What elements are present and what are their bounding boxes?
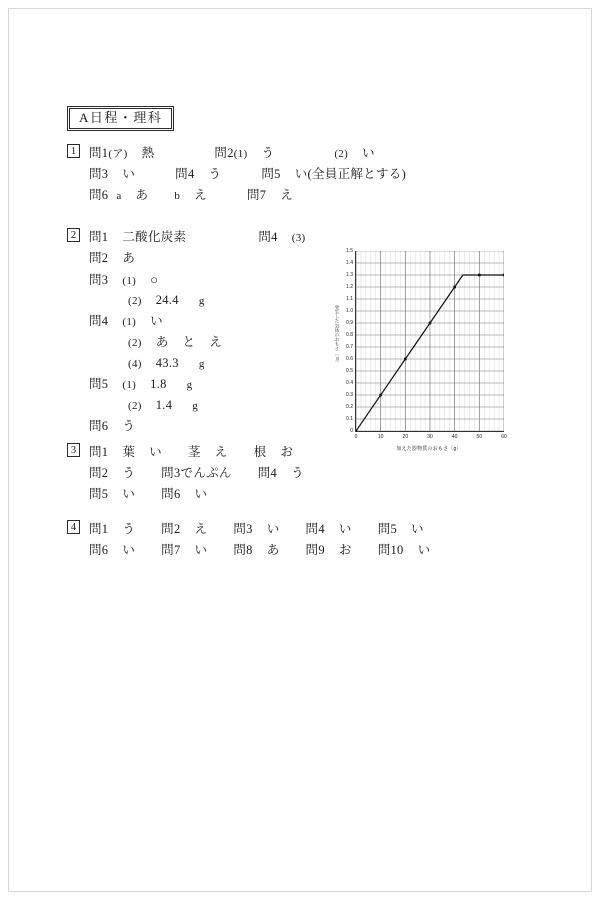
question-label: 問5 bbox=[261, 167, 281, 181]
answer-value: 43.3 bbox=[155, 356, 179, 370]
question-label: 問4 bbox=[258, 230, 278, 244]
chart-x-tick-label: 30 bbox=[427, 434, 433, 440]
page-title: A日程・理科 bbox=[79, 110, 163, 125]
sub-question-label: (2) bbox=[128, 295, 142, 307]
answer-value: え bbox=[280, 188, 294, 202]
chart-y-axis-title: 発生した気体のおもさ〔g〕 bbox=[335, 305, 340, 366]
header-title-box-inner bbox=[69, 108, 172, 129]
section-body bbox=[89, 143, 406, 206]
sub-question-label: (ア) bbox=[108, 148, 128, 160]
answer-value: い bbox=[417, 543, 431, 557]
question-label: 問3 bbox=[89, 167, 109, 181]
sub-question-label: (1) bbox=[122, 379, 137, 391]
answer-value: え bbox=[194, 188, 207, 202]
answer-value: 二酸化炭素 bbox=[122, 230, 187, 244]
answer-conjunction: と bbox=[182, 335, 196, 349]
answer-section-4 bbox=[67, 519, 430, 561]
answer-value: う bbox=[122, 419, 136, 433]
chart-y-tick-label: 0.5 bbox=[346, 368, 353, 374]
answer-line bbox=[89, 164, 406, 185]
section-number-badge: 2 bbox=[67, 228, 80, 242]
answer-value: い bbox=[266, 522, 280, 536]
question-label: 問5 bbox=[377, 522, 398, 536]
question-label: 問4 bbox=[89, 314, 109, 328]
answer-value: 1.8 bbox=[150, 377, 167, 391]
question-label: 問5 bbox=[89, 487, 109, 501]
answer-line bbox=[89, 442, 304, 463]
header-title-box bbox=[67, 106, 174, 131]
sub-question-label: (1) bbox=[122, 275, 137, 287]
answer-value: い bbox=[194, 487, 208, 501]
chart-y-tick-label: 0.8 bbox=[346, 332, 353, 338]
question-label: 問6 bbox=[161, 487, 181, 501]
answer-value: 24.4 bbox=[155, 293, 179, 307]
question-label: 問1 bbox=[89, 146, 109, 160]
section-number-badge: 1 bbox=[67, 144, 80, 158]
answer-value: い bbox=[194, 543, 208, 557]
answer-value: う bbox=[261, 146, 275, 160]
question-label: 問6 bbox=[89, 543, 109, 557]
question-label: 問2 bbox=[89, 466, 109, 480]
question-label: 問2 bbox=[161, 522, 181, 536]
answer-value: い bbox=[362, 146, 375, 160]
chart-x-axis-title: 加えた器物質のおもさ〔g〕 bbox=[396, 446, 462, 452]
answer-line bbox=[89, 248, 305, 269]
chart-x-tick-label: 40 bbox=[451, 434, 458, 440]
answer-value: え bbox=[194, 522, 208, 536]
answer-value: あ bbox=[155, 335, 169, 349]
answer-line bbox=[89, 185, 406, 206]
section-number-badge: 4 bbox=[67, 520, 80, 534]
answer-value: い bbox=[411, 522, 424, 536]
chart-y-tick-label: 0.9 bbox=[346, 320, 353, 326]
chart-y-tick-label: 1.0 bbox=[346, 308, 353, 314]
chart-x-tick-label: 10 bbox=[377, 434, 384, 440]
answer-line bbox=[89, 143, 406, 164]
question-label: 問3 bbox=[233, 522, 253, 536]
question-label: 問1 bbox=[89, 445, 109, 459]
page-sheet bbox=[8, 8, 592, 892]
section-number-badge: 3 bbox=[67, 443, 80, 457]
question-label: 問4 bbox=[175, 167, 195, 181]
chart-y-tick-label: 0.3 bbox=[346, 392, 353, 398]
sub-question-label: (4) bbox=[128, 358, 142, 370]
question-label: 問4 bbox=[305, 522, 325, 536]
sub-question-label: (2) bbox=[334, 148, 349, 160]
sub-question-label: (2) bbox=[128, 337, 142, 349]
answer-subject: 茎 bbox=[187, 445, 201, 459]
answer-value: え bbox=[209, 335, 223, 349]
answer-line bbox=[89, 395, 305, 416]
answer-value: い bbox=[122, 487, 136, 501]
question-label: 問10 bbox=[377, 543, 404, 557]
answer-line bbox=[89, 227, 305, 248]
answer-value: い bbox=[150, 314, 163, 328]
chart-y-tick-label: 1.5 bbox=[346, 248, 353, 254]
sub-question-label: (2) bbox=[128, 400, 142, 412]
answer-unit: g bbox=[198, 358, 205, 370]
answer-line bbox=[89, 332, 305, 353]
answer-line bbox=[89, 311, 305, 332]
question-label: 問8 bbox=[233, 543, 253, 557]
question-label: 問2 bbox=[89, 251, 109, 265]
answer-section-1 bbox=[67, 143, 406, 206]
question-label: 問9 bbox=[305, 543, 325, 557]
chart-grid-and-series bbox=[356, 251, 504, 431]
question-label: 問1 bbox=[89, 522, 109, 536]
answer-value: う bbox=[291, 466, 304, 480]
chart-y-tick-label: 0.6 bbox=[346, 356, 353, 362]
chart-x-tick-label: 50 bbox=[476, 434, 483, 440]
chart-y-tick-label: 0.7 bbox=[346, 344, 353, 350]
answer-value: お bbox=[338, 543, 352, 557]
answer-section-3 bbox=[67, 442, 304, 505]
answer-value: う bbox=[122, 466, 136, 480]
question-label: 問6 bbox=[89, 188, 109, 202]
chart-y-tick-label: 1.1 bbox=[346, 296, 353, 302]
answer-value: あ bbox=[135, 188, 149, 202]
question-label: 問3 bbox=[161, 466, 181, 480]
answer-value: あ bbox=[266, 543, 280, 557]
answer-subject: 根 bbox=[253, 445, 267, 459]
answer-value: え bbox=[214, 445, 228, 459]
answer-value: い bbox=[122, 543, 136, 557]
answer-value: い bbox=[122, 167, 136, 181]
question-label: 問3 bbox=[89, 273, 109, 287]
sub-item-label: b bbox=[174, 190, 181, 202]
sub-question-label: (1) bbox=[233, 148, 248, 160]
question-label: 問4 bbox=[257, 466, 278, 480]
answer-value: い bbox=[294, 167, 308, 181]
answer-value: でんぷん bbox=[180, 466, 232, 480]
answer-line bbox=[89, 416, 305, 437]
answer-value: 1.4 bbox=[155, 398, 173, 412]
question-label: 問2 bbox=[214, 146, 234, 160]
chart-y-tick-label: 1.2 bbox=[346, 284, 353, 290]
sub-question-label: (1) bbox=[122, 316, 137, 328]
answer-unit: g bbox=[198, 295, 205, 307]
answer-line bbox=[89, 290, 305, 311]
answer-line bbox=[89, 374, 305, 395]
answer-value: お bbox=[280, 445, 294, 459]
chart-y-tick-label: 0.1 bbox=[346, 416, 353, 422]
section-body bbox=[89, 227, 305, 437]
chart-y-tick-label: 0 bbox=[350, 428, 353, 434]
chart-y-tick-label: 0.2 bbox=[346, 404, 353, 410]
question-label: 問1 bbox=[89, 230, 109, 244]
question-label: 問7 bbox=[161, 543, 181, 557]
question-label: 問5 bbox=[89, 377, 109, 391]
chart-y-tick-label: 1.4 bbox=[346, 260, 353, 266]
answer-section-2 bbox=[67, 227, 305, 437]
answer-line bbox=[89, 463, 304, 484]
answer-value: ○ bbox=[150, 272, 159, 287]
answer-value: あ bbox=[122, 251, 136, 265]
answer-value: 熱 bbox=[141, 146, 155, 160]
answer-value: う bbox=[122, 522, 136, 536]
sub-item-label: a bbox=[116, 190, 122, 202]
chart-y-tick-label: 1.3 bbox=[346, 272, 353, 278]
answer-value: い bbox=[149, 445, 162, 459]
chart-x-tick-label: 20 bbox=[402, 434, 409, 440]
answer-value: い bbox=[338, 522, 352, 536]
answer-line bbox=[89, 484, 304, 505]
section-body bbox=[89, 442, 304, 505]
question-label: 問7 bbox=[246, 188, 267, 202]
answer-line bbox=[89, 353, 305, 374]
question-label: 問6 bbox=[89, 419, 109, 433]
answer-subject: 葉 bbox=[122, 445, 136, 459]
answer-line bbox=[89, 269, 305, 290]
answer-unit: g bbox=[192, 400, 199, 412]
answer-unit: g bbox=[186, 379, 193, 391]
answer-line bbox=[89, 519, 430, 540]
chart-x-tick-label: 0 bbox=[354, 434, 358, 440]
answer-value: (3) bbox=[291, 232, 306, 244]
chart-y-tick-label: 0.4 bbox=[346, 380, 353, 386]
gas-production-chart bbox=[331, 247, 517, 469]
chart-x-tick-label: 60 bbox=[501, 434, 507, 440]
chart-plot-area bbox=[346, 248, 507, 440]
answer-note: (全員正解とする) bbox=[307, 167, 407, 181]
answer-value: う bbox=[208, 167, 222, 181]
answer-line bbox=[89, 540, 430, 561]
section-body bbox=[89, 519, 430, 561]
